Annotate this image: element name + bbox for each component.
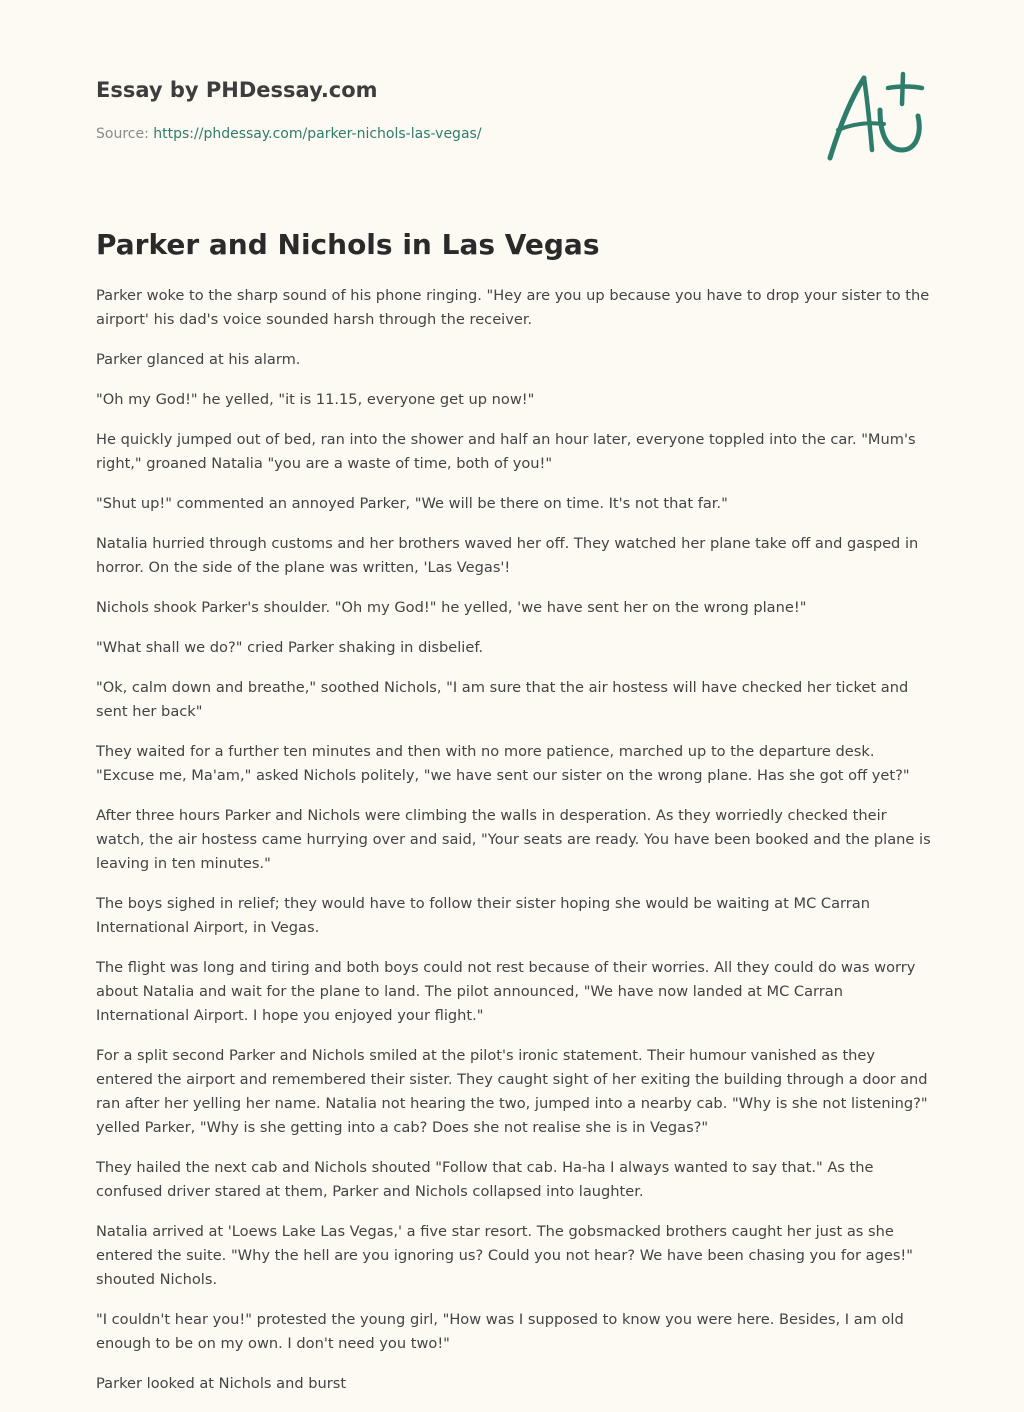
paragraph: They hailed the next cab and Nichols shouted "Follow that cab. Ha-ha I always wanted to say that." As the confused driver stared at them, Parker and Nichols collapsed into laughter. (96, 1159, 874, 1200)
paragraph: Natalia arrived at 'Loews Lake Las Vegas,' a five star resort. The gobsmacked brothers caught her just as she entered the suite. "Why the hell are you ignoring us? Could you not hear? We have been chasing you for ages!" shouted Nichols. (96, 1223, 913, 1288)
essay-title: Parker and Nichols in Las Vegas (96, 228, 600, 261)
paragraph: Parker woke to the sharp sound of his phone ringing. "Hey are you up because you have to drop your sister to the airport' his dad's voice sounded harsh through the receiver. (96, 287, 930, 328)
essay-body (96, 284, 936, 1412)
paragraph: Parker glanced at his alarm. (96, 351, 301, 368)
paragraph: The boys sighed in relief; they would have to follow their sister hoping she would be waiting at MC Carran International Airport, in Vegas. (96, 895, 870, 936)
source-link[interactable]: https://phdessay.com/parker-nichols-las-vegas/ (153, 126, 482, 142)
paragraph: "I couldn't hear you!" protested the young girl, "How was I supposed to know you were here. Besides, I am old enough to be on my own. I don't need you two!" (96, 1311, 904, 1352)
paragraph: He quickly jumped out of bed, ran into the shower and half an hour later, everyone toppled into the car. "Mum's right," groaned Natalia "you are a waste of time, both of you!" (96, 431, 916, 472)
source-label: Source: (96, 126, 154, 142)
paragraph: Natalia hurried through customs and her brothers waved her off. They watched her plane take off and gasped in horror. On the side of the plane was written, 'Las Vegas'! (96, 535, 919, 576)
a-plus-logo-icon (818, 66, 930, 166)
site-brand: Essay by PHDessay.com (96, 78, 378, 102)
paragraph: "Shut up!" commented an annoyed Parker, "We will be there on time. It's not that far." (96, 495, 728, 512)
header (96, 76, 796, 144)
paragraph: After three hours Parker and Nichols were climbing the walls in desperation. As they worriedly checked their watch, the air hostess came hurrying over and said, "Your seats are ready. You have been booked and the plane is leaving in ten minutes." (96, 807, 931, 872)
paragraph: Nichols shook Parker's shoulder. "Oh my God!" he yelled, 'we have sent her on the wrong plane!" (96, 599, 807, 616)
paragraph: "What shall we do?" cried Parker shaking in disbelief. (96, 639, 484, 656)
paragraph: They waited for a further ten minutes and then with no more patience, marched up to the departure desk. "Excuse me, Ma'am," asked Nichols politely, "we have sent our sister on the wrong plane. Has she got off yet?" (96, 743, 910, 784)
source-line (96, 124, 796, 144)
paragraph: Parker looked at Nichols and burst (96, 1375, 347, 1392)
paragraph: "Oh my God!" he yelled, "it is 11.15, everyone get up now!" (96, 391, 535, 408)
paragraph: The flight was long and tiring and both boys could not rest because of their worries. All they could do was worry about Natalia and wait for the plane to land. The pilot announced, "We have now landed at MC Carran International Airport. I hope you enjoyed your flight." (96, 959, 916, 1024)
paragraph: For a split second Parker and Nichols smiled at the pilot's ironic statement. Their humour vanished as they entered the airport and remembered their sister. They caught sight of her exiting the building through a door and ran after her yelling her name. Natalia not hearing the two, jumped into a nearby cab. "Why is she not listening?" yelled Parker, "Why is she getting into a cab? Does she not realise she is in Vegas?" (96, 1047, 928, 1136)
paragraph: "Ok, calm down and breathe," soothed Nichols, "I am sure that the air hostess will have checked her ticket and sent her back" (96, 679, 909, 720)
